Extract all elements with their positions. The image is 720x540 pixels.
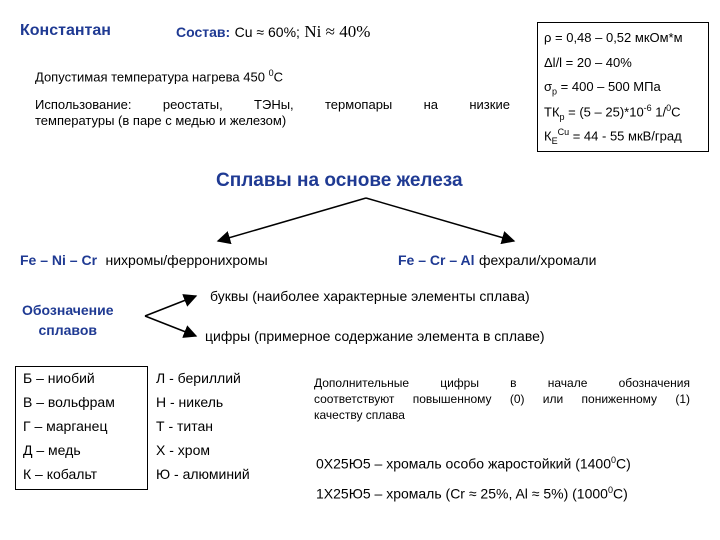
usage-word: термопары — [325, 97, 393, 112]
note-word: Дополнительные — [314, 376, 409, 390]
element-item: Б – ниобий — [23, 370, 95, 386]
prop-rho: ρ = 0,48 – 0,52 мкОм*м — [544, 30, 683, 45]
example-1-end: С) — [616, 455, 631, 472]
note-word: (0) — [509, 392, 525, 406]
element-item: Т - титан — [156, 418, 213, 434]
main-title: Сплавы на основе железа — [216, 170, 463, 191]
designation-letters: буквы (наиболее характерные элементы сплава) — [210, 288, 530, 304]
arrow-right — [366, 198, 514, 241]
designation-digits: цифры (примерное содержание элемента в сплаве) — [205, 328, 545, 344]
arrow-left — [218, 198, 366, 241]
branch-right-formula: Fe – Cr – Al — [398, 252, 475, 268]
sigma-value: = 400 – 500 МПа — [557, 79, 661, 94]
note-line-3: качеству сплава — [314, 408, 405, 422]
ke-sub: E — [551, 135, 558, 146]
note-word: обозначения — [618, 376, 690, 390]
usage-word: низкие — [469, 97, 510, 112]
branch-left — [20, 252, 268, 270]
tk-deg: 0 — [666, 103, 672, 113]
note-word: или — [542, 392, 564, 406]
tk-exp: -6 — [643, 103, 652, 113]
tk-unit-c: С — [671, 104, 681, 120]
designation-label-line2: сплавов — [38, 322, 98, 338]
example-1-sup: 0 — [611, 455, 617, 465]
ke-label: К — [544, 128, 552, 144]
branch-right-desc: фехрали/хромали — [478, 252, 597, 268]
example-2-end: С) — [612, 485, 628, 502]
elements-left-list — [23, 370, 115, 490]
designation-label — [22, 300, 114, 340]
example-2 — [316, 485, 628, 502]
element-item: К – кобальт — [23, 466, 98, 482]
ke-sup: Cu — [557, 127, 570, 137]
tk-unit: 1/ — [651, 104, 667, 120]
note-paragraph — [314, 375, 690, 423]
element-item: Ю - алюминий — [156, 466, 250, 482]
note-word: начале — [547, 376, 588, 390]
example-2-sup: 0 — [607, 485, 613, 495]
usage-word: на — [423, 97, 439, 112]
note-word: цифры — [440, 376, 479, 390]
usage-line-2: температуры (в паре с медью и железом) — [35, 113, 287, 128]
example-1 — [316, 455, 631, 472]
element-item: Г – марганец — [23, 418, 108, 434]
branch-right — [398, 252, 596, 270]
temperature-label: Допустимая температура нагрева 450 — [35, 69, 265, 85]
temperature-unit-sup: 0 — [268, 68, 274, 78]
element-item: Н - никель — [156, 394, 224, 410]
note-word: повышенному — [412, 392, 492, 406]
element-item: Л - бериллий — [156, 370, 241, 386]
ke-value: = 44 - 55 мкВ/град — [569, 128, 682, 144]
composition-label: Состав: — [176, 24, 231, 40]
elements-right-list — [156, 370, 250, 490]
sigma-symbol: σ — [544, 79, 553, 94]
arrow-digits — [145, 316, 196, 336]
note-line-1 — [314, 375, 690, 391]
note-word: (1) — [675, 392, 690, 406]
designation-label-line1: Обозначение — [22, 302, 114, 318]
composition-ni: Ni ≈ 40% — [304, 22, 371, 41]
composition-cu: Cu ≈ 60%; — [234, 24, 300, 40]
prop-elongation: Δl/l = 20 – 40% — [544, 55, 632, 70]
note-word: в — [510, 376, 517, 390]
element-item: В – вольфрам — [23, 394, 115, 410]
element-item: Х - хром — [156, 442, 210, 458]
note-word: соответствуют — [314, 392, 395, 406]
example-1-text: 0Х25Ю5 – хромаль особо жаростойкий (1400 — [316, 455, 611, 472]
arrow-letters — [145, 296, 196, 316]
tk-value: = (5 – 25)*10 — [564, 104, 644, 120]
material-title: Константан — [20, 22, 111, 39]
note-line-2 — [314, 391, 690, 407]
branch-left-formula: Fe – Ni – Cr — [20, 252, 98, 268]
usage-word: реостаты, — [162, 97, 223, 112]
usage-word: ТЭНы, — [254, 97, 294, 112]
tk-label: ТК — [544, 104, 560, 120]
branch-left-desc: нихромы/ферронихромы — [105, 252, 268, 268]
example-2-text: 1Х25Ю5 – хромаль (Cr ≈ 25%, Al ≈ 5%) (1000 — [316, 485, 608, 502]
sigma-sub: р — [552, 86, 558, 97]
tk-sub: р — [559, 111, 565, 122]
element-item: Д – медь — [23, 442, 81, 458]
usage-word: Использование: — [35, 97, 132, 112]
temperature-unit: С — [273, 69, 283, 85]
note-word: пониженному — [581, 392, 658, 406]
